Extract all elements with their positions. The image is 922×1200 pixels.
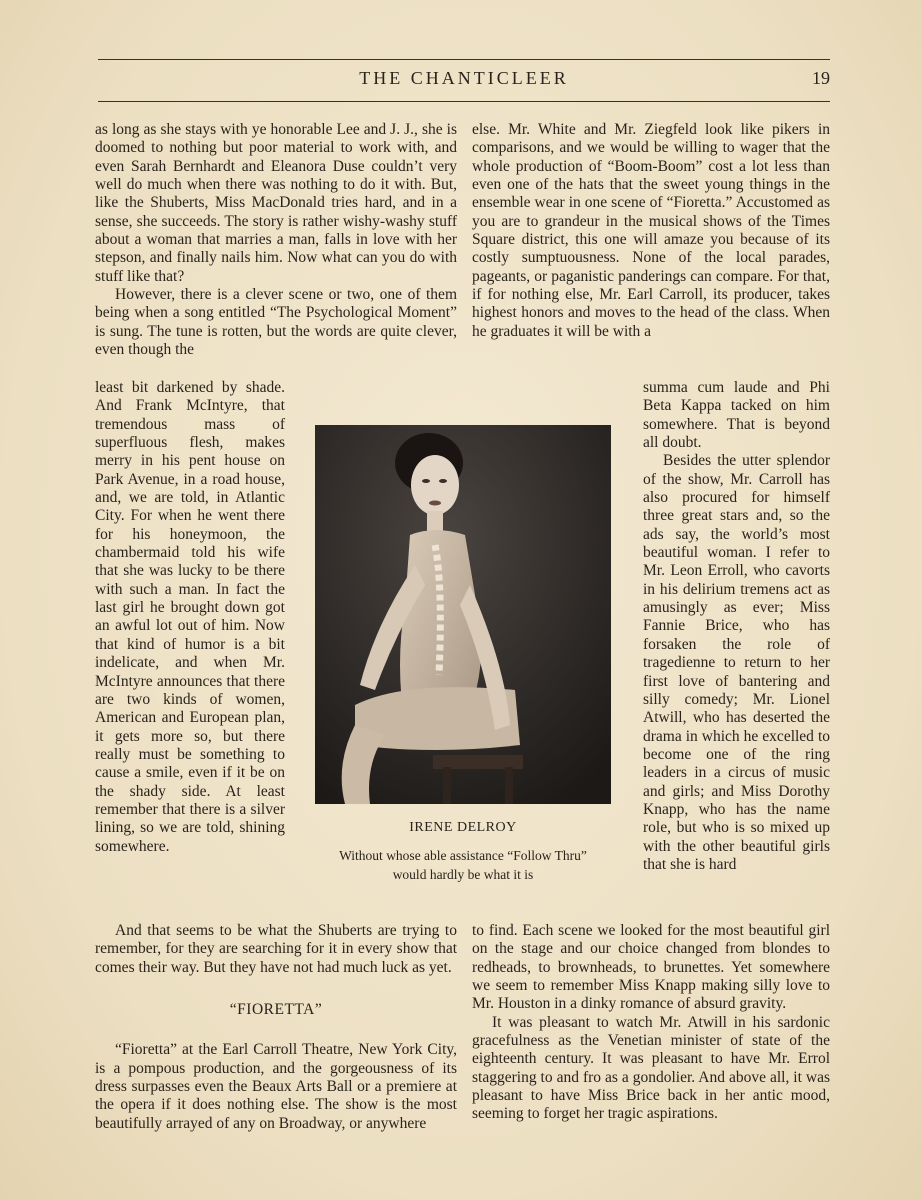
- page-number: 19: [812, 68, 830, 88]
- left-column-bottom: [95, 922, 457, 1133]
- portrait-photo: [315, 425, 611, 804]
- article-paragraph: summa cum laude and Phi Beta Kappa tacked on him somewhere. That is beyond all doubt.: [643, 379, 830, 452]
- right-column-bottom: [472, 922, 830, 1124]
- article-paragraph: However, there is a clever scene or two, one of them being when a song entitled “The Psychological Moment” is sung. The tune is rotten, but the words are quite clever, even though the: [95, 286, 457, 359]
- article-paragraph: Besides the utter splendor of the show, Mr. Carroll has also procured for himself three great stars and, so the ads say, the world’s most beautiful woman. I refer to Mr. Leon Erroll, who cavorts in his delirium tremens act as amusingly as ever; Miss Fannie Brice, who has forsaken the role of tragedienne to return to her first love of bantering and silly comedy; Mr. Lionel Atwill, who has deserted the drama in which he excelled to become one of the ring leaders in a circus of music and girls; and Miss Dorothy Knapp, who has the name role, but who is so mixed up with the other beautiful girls that she is hard: [643, 452, 830, 873]
- article-paragraph: to find. Each scene we looked for the most beautiful girl on the stage and our choice changed from blondes to redheads, to brownheads, to brunettes. Yet somewhere we seem to remember Miss Knapp making silly love to Mr. Houston in a dinky romance of absurd gravity.: [472, 922, 830, 1013]
- article-paragraph: else. Mr. White and Mr. Ziegfeld look like pikers in comparisons, and we would be willing to wager that the whole production of “Boom-Boom” cost a lot less than even one of the hats that the sweet young things in the ensemble wear in one scene of “Fioretta.” Accustomed as you are to grandeur in the musical shows of the Times Square district, this one will amaze you because of its costly sumptuousness. None of the local parades, pageants, or paganistic panderings can compare. For that, if for nothing else, Mr. Earl Carroll, its producer, takes highest honors and moves to the head of the class. When he graduates it will be with a: [472, 121, 830, 340]
- article-paragraph: And that seems to be what the Shuberts are trying to remember, for they are searching for it in every show that comes their way. But they have not had much luck as yet.: [95, 922, 457, 976]
- right-column-narrow: [643, 379, 830, 874]
- portrait-illustration: [315, 425, 611, 804]
- header-top-rule: [98, 59, 830, 60]
- section-heading: “FIORETTA”: [229, 1001, 323, 1019]
- article-paragraph: It was pleasant to watch Mr. Atwill in his sardonic gracefulness as the Venetian minister of state of the eighteenth century. It was pleasant to have Mr. Errol staggering to and fro as a gondolier. And above all, it was pleasant to have Miss Brice back in her antic mood, seeming to forget her tragic aspirations.: [472, 1013, 830, 1123]
- left-column-top: [95, 121, 457, 359]
- article-paragraph: “Fioretta” at the Earl Carroll Theatre, New York City, is a pompous production, and the gorgeousness of its dress surpasses even the Beaux Arts Ball or a premiere at the opera if it does nothing else. The show is the most beautifully arrayed of any on Broadway, or anywhere: [95, 1041, 457, 1132]
- left-column-narrow: [95, 379, 285, 856]
- right-column-top: [472, 121, 830, 341]
- photo-caption-line: Without whose able assistance “Follow Thru”: [339, 848, 587, 863]
- photo-caption-line: would hardly be what it is: [392, 867, 534, 882]
- header-bottom-rule: [98, 101, 830, 102]
- running-title: THE CHANTICLEER: [359, 68, 569, 88]
- photo-caption-name: IRENE DELROY: [409, 820, 517, 835]
- article-paragraph: as long as she stays with ye honorable Lee and J. J., she is doomed to nothing but poor material to work with, and even Sarah Bernhardt and Eleanora Duse couldn’t very well do much when there was nothing to do it with. But, like the Shuberts, Miss MacDonald tries hard, and in a sense, she succeeds. The story is rather wishy-washy stuff about a woman that marries a man, falls in love with her stepson, and finally nails him. Now what can you do with stuff like that?: [95, 121, 457, 285]
- article-paragraph: least bit darkened by shade. And Frank McIntyre, that tremendous mass of superfluous flesh, makes merry in his pent house on Park Avenue, in a road house, and, we are told, in Atlantic City. For when he went there for his honeymoon, the chambermaid told his wife that she was lucky to be there with such a man. In fact the last girl he brought down got an awful lot out of him. Now that kind of humor is a bit indelicate, and when Mr. McIntyre announces that there are two kinds of women, American and European plan, it gets more so, but there really must be something to cause a smile, even if it be on the shady side. At least remember that there is a silver lining, so we are told, shining somewhere.: [95, 379, 285, 855]
- photo-caption: [305, 846, 621, 884]
